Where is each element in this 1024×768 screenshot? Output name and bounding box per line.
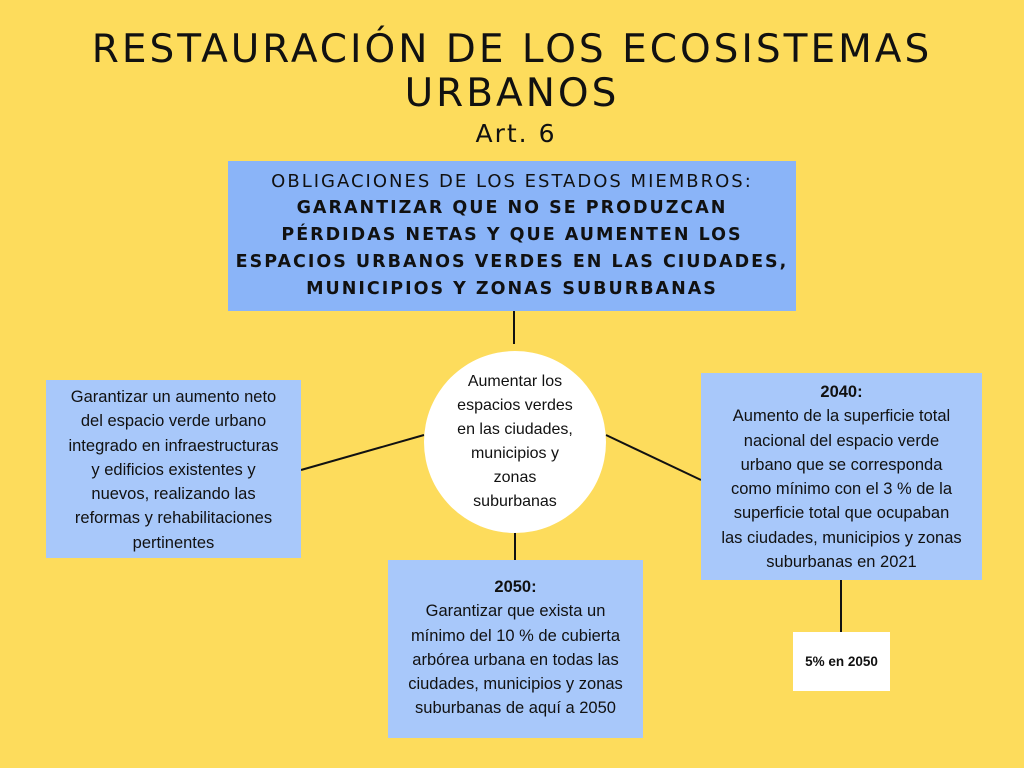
central-goal-circle — [424, 351, 606, 533]
connector-left — [301, 435, 424, 470]
goal-2050-line: Garantizar que exista un — [425, 602, 606, 621]
goal-2040-line: las ciudades, municipios y zonas — [721, 528, 962, 547]
net-increase-line: nuevos, realizando las — [91, 485, 256, 504]
target-2050-note: 5% en 2050 — [793, 632, 890, 691]
central-goal-line: suburbanas — [473, 493, 557, 510]
goal-2040-heading: 2040: — [820, 383, 863, 401]
net-increase-line: pertinentes — [132, 533, 215, 552]
connector-right — [606, 435, 701, 480]
net-increase-line: y edificios existentes y — [91, 460, 256, 479]
central-goal-line: en las ciudades, — [457, 421, 573, 438]
goal-2040-line: Aumento de la superficie total — [732, 407, 951, 426]
central-goal-line: espacios verdes — [457, 397, 573, 414]
goal-2050-line: arbórea urbana en todas las — [412, 650, 619, 669]
net-increase-box — [46, 380, 301, 558]
central-goal-line: Aumentar los — [467, 373, 563, 390]
goal-2050-heading: 2050: — [494, 578, 537, 596]
obligations-box — [228, 161, 796, 311]
goal-2050-box — [388, 560, 643, 738]
goal-2050-line: mínimo del 10 % de cubierta — [410, 626, 621, 645]
obligations-line: PÉRDIDAS NETAS Y QUE AUMENTEN LOS — [281, 225, 743, 245]
goal-2040-line: urbano que se corresponda — [740, 455, 943, 474]
goal-2040-line: como mínimo con el 3 % de la — [730, 480, 953, 499]
net-increase-line: Garantizar un aumento neto — [70, 388, 277, 406]
obligations-line: GARANTIZAR QUE NO SE PRODUZCAN — [296, 198, 728, 218]
article-subtitle: Art. 6 — [475, 119, 557, 148]
net-increase-line: integrado en infraestructuras — [68, 436, 279, 455]
net-increase-line: reformas y rehabilitaciones — [74, 509, 273, 528]
goal-2040-box — [701, 373, 982, 580]
goal-2050-line: ciudades, municipios y zonas — [408, 675, 623, 694]
central-goal-line: zonas — [493, 469, 537, 486]
obligations-line: ESPACIOS URBANOS VERDES EN LAS CIUDADES, — [235, 252, 789, 272]
goal-2050-line: suburbanas de aquí a 2050 — [415, 699, 616, 718]
net-increase-line: del espacio verde urbano — [80, 412, 267, 431]
goal-2040-line: nacional del espacio verde — [743, 431, 940, 450]
goal-2040-line: superficie total que ocupaban — [733, 504, 950, 523]
central-goal-line: municipios y — [470, 445, 559, 462]
obligations-lead: OBLIGACIONES DE LOS ESTADOS MIEMBROS: — [271, 171, 753, 192]
obligations-line: MUNICIPIOS Y ZONAS SUBURBANAS — [306, 279, 718, 299]
goal-2040-line: suburbanas en 2021 — [766, 553, 917, 572]
page-title: RESTAURACIÓN DE LOS ECOSISTEMAS URBANOS — [91, 27, 933, 116]
